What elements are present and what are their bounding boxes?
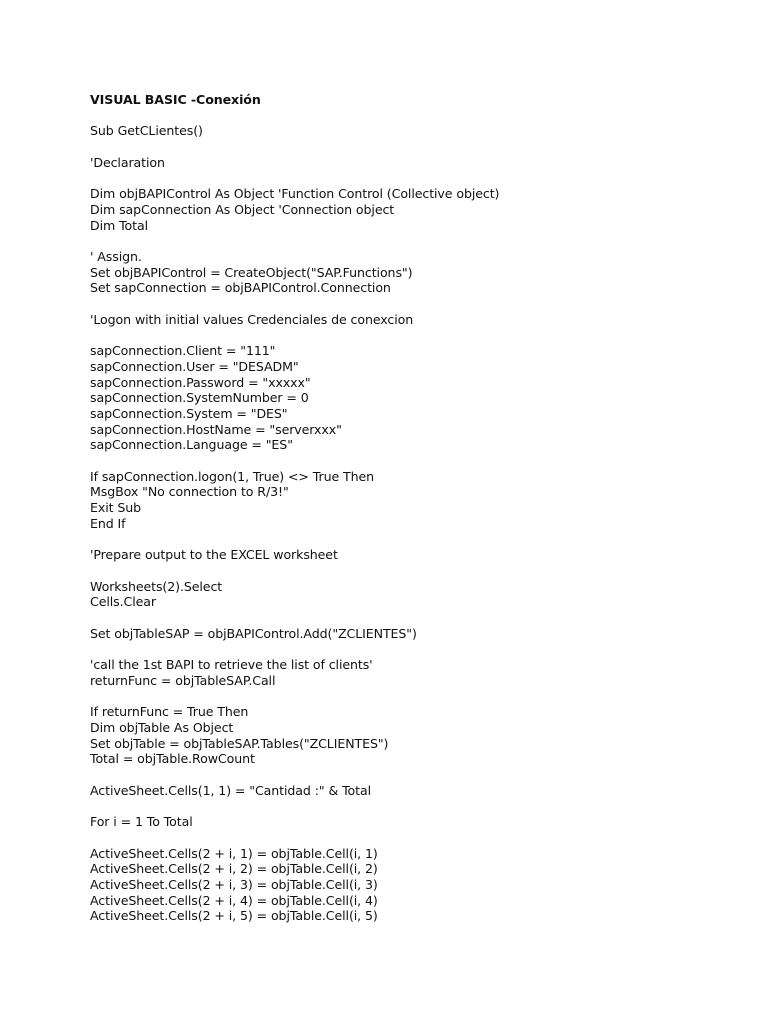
text-line: 'Logon with initial values Credenciales de conexcion bbox=[90, 311, 414, 327]
text-line bbox=[90, 532, 730, 548]
text-line bbox=[90, 453, 730, 469]
text-line: Dim sapConnection As Object 'Connection object bbox=[90, 201, 395, 217]
document-title: VISUAL BASIC -Conexión bbox=[90, 92, 261, 107]
text-line: Cells.Clear bbox=[90, 594, 156, 610]
text-line: Set objTable = objTableSAP.Tables("ZCLIENTES") bbox=[90, 735, 389, 751]
text-line: sapConnection.System = "DES" bbox=[90, 405, 288, 421]
text-line bbox=[90, 798, 730, 814]
text-line: Worksheets(2).Select bbox=[90, 578, 223, 594]
text-line: ActiveSheet.Cells(2 + i, 1) = objTable.Cell(i, 1) bbox=[90, 845, 378, 861]
text-line: Exit Sub bbox=[90, 500, 142, 516]
text-line: ActiveSheet.Cells(2 + i, 2) = objTable.Cell(i, 2) bbox=[90, 861, 378, 877]
text-line: sapConnection.HostName = "serverxxx" bbox=[90, 421, 342, 437]
text-line: ' Assign. bbox=[90, 248, 142, 264]
text-line: If returnFunc = True Then bbox=[90, 704, 249, 720]
text-line bbox=[90, 327, 730, 343]
text-line bbox=[90, 233, 730, 249]
text-line bbox=[90, 108, 730, 124]
text-line: ActiveSheet.Cells(2 + i, 3) = objTable.Cell(i, 3) bbox=[90, 876, 378, 892]
text-line: 'Prepare output to the EXCEL worksheet bbox=[90, 547, 338, 563]
text-line: sapConnection.Client = "111" bbox=[90, 343, 276, 359]
text-line bbox=[90, 767, 730, 783]
text-line: MsgBox "No connection to R/3!" bbox=[90, 484, 289, 500]
text-line bbox=[90, 641, 730, 657]
text-line: ActiveSheet.Cells(2 + i, 5) = objTable.Cell(i, 5) bbox=[90, 908, 378, 924]
text-line: Sub GetCLientes() bbox=[90, 123, 203, 139]
text-line bbox=[90, 689, 730, 705]
text-line: ActiveSheet.Cells(2 + i, 4) = objTable.Cell(i, 4) bbox=[90, 892, 378, 908]
text-line: Dim Total bbox=[90, 217, 148, 233]
text-line: Set sapConnection = objBAPIControl.Connection bbox=[90, 280, 391, 296]
text-line: Total = objTable.RowCount bbox=[90, 751, 255, 767]
text-line: If sapConnection.logon(1, True) <> True Then bbox=[90, 468, 375, 484]
text-line: Set objBAPIControl = CreateObject("SAP.Functions") bbox=[90, 264, 413, 280]
text-line: sapConnection.SystemNumber = 0 bbox=[90, 390, 309, 406]
text-line bbox=[90, 830, 730, 846]
text-line: End If bbox=[90, 515, 126, 531]
text-line: Dim objTable As Object bbox=[90, 719, 234, 735]
text-line: Set objTableSAP = objBAPIControl.Add("ZCLIENTES") bbox=[90, 625, 417, 641]
text-line: sapConnection.Password = "xxxxx" bbox=[90, 374, 311, 390]
text-line: For i = 1 To Total bbox=[90, 814, 193, 830]
text-line bbox=[90, 170, 730, 186]
text-line bbox=[90, 563, 730, 579]
text-line: Dim objBAPIControl As Object 'Function Control (Collective object) bbox=[90, 186, 500, 202]
text-line: sapConnection.Language = "ES" bbox=[90, 437, 293, 453]
text-line: returnFunc = objTableSAP.Call bbox=[90, 672, 276, 688]
text-line bbox=[90, 139, 730, 155]
text-line: 'Declaration bbox=[90, 154, 165, 170]
text-line bbox=[90, 610, 730, 626]
text-line: sapConnection.User = "DESADM" bbox=[90, 358, 299, 374]
text-line: ActiveSheet.Cells(1, 1) = "Cantidad :" & Total bbox=[90, 782, 371, 798]
text-line: 'call the 1st BAPI to retrieve the list of clients' bbox=[90, 657, 373, 673]
text-line bbox=[90, 296, 730, 312]
document-body bbox=[90, 92, 730, 924]
